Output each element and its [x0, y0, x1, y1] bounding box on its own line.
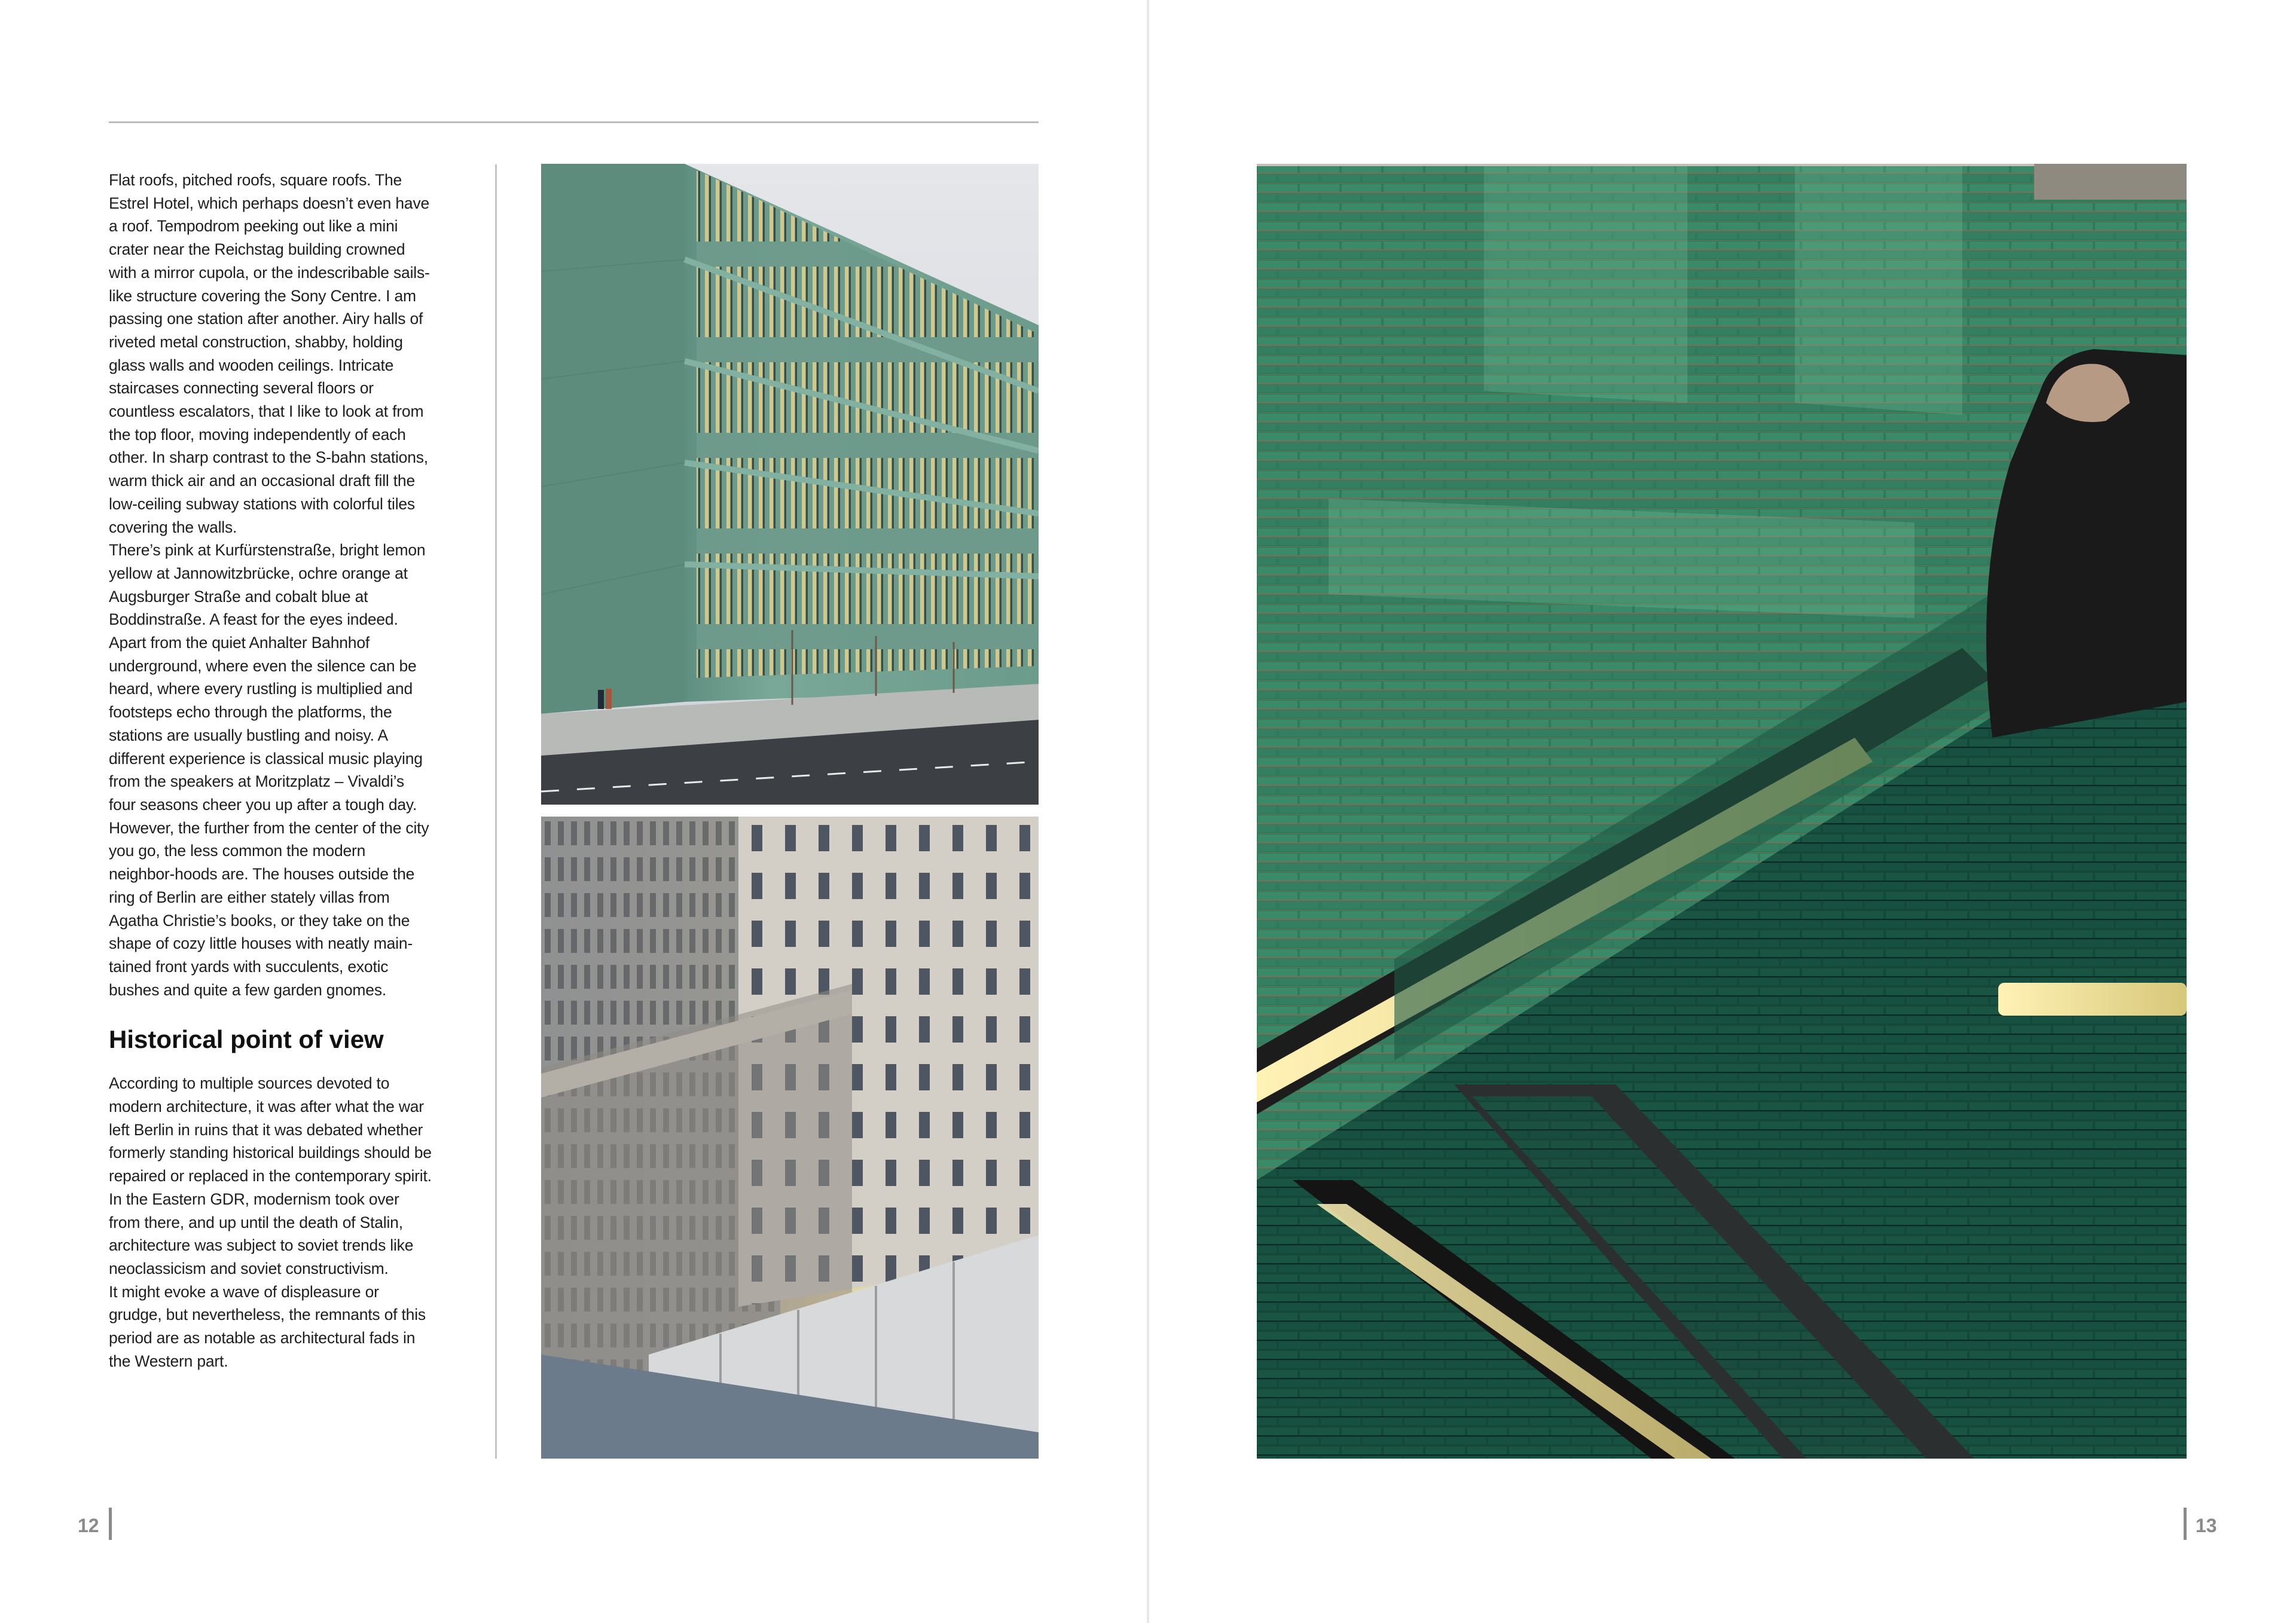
left-page: [0, 0, 1147, 1623]
page-number-bar: [109, 1508, 112, 1540]
article-text-column: [109, 169, 432, 1373]
photo-subway-stairs: [1257, 164, 2187, 1459]
page-number-bar: [2184, 1508, 2187, 1540]
page-number-left: 12: [78, 1515, 99, 1536]
article-paragraph: According to multiple sources devoted to modern architecture, it was after what the war left Berlin in ruins that it was debated whether formerly standing historical buildings should be repaired or replaced in the contemporary spirit. In the Eastern GDR, modernism took over from there, and up until the death of Stalin, architecture was subject to soviet trends like neoclassicism and soviet constructivism.: [109, 1074, 432, 1277]
article-paragraph: There’s pink at Kurfürstenstraße, bright lemon yellow at Jannowitzbrücke, ochre orange at Augsburger Straße and cobalt blue at Boddinstraße. A feast for the eyes indeed. Apart from the quiet Anhalter Bahnhof underground, where even the silence can be heard, where every rustling is multiplied and footsteps echo through the platforms, the stations are usually bustling and noisy. A different experience is classical music playing from the speakers at Moritzplatz – Vivaldi’s four seasons cheer you up after a tough day. However, the further from the center of the city you go, the less common the modern neighbor-hoods are. The houses outside the ring of Berlin are either stately villas from Agatha Christie’s books, or they take on the shape of cozy little houses with neatly main-tained front yards with succulents, exotic bushes and quite a few garden gnomes.: [109, 541, 429, 999]
photo-concrete-building: [541, 817, 1039, 1459]
photo-green-office-building: [541, 164, 1039, 805]
header-rule: [109, 121, 1039, 123]
right-page: [1149, 0, 2296, 1623]
page-number-right: 13: [2196, 1515, 2217, 1536]
section-heading: Historical point of view: [109, 1025, 384, 1054]
column-divider: [495, 164, 497, 1459]
article-paragraph: It might evoke a wave of displeasure or grudge, but nevertheless, the remnants of this period are as notable as architectural fads in the Western part.: [109, 1282, 426, 1370]
article-paragraph: Flat roofs, pitched roofs, square roofs. The Estrel Hotel, which perhaps doesn’t even have a roof. Tempodrom peeking out like a mini crater near the Reichstag building crowned with a mirror cupola, or the indescribable sails-like structure covering the Sony Centre. I am passing one station after another. Airy halls of riveted metal construction, shabby, holding glass walls and wooden ceilings. Intricate staircases connecting several floors or countless escalators, that I like to look at from the top floor, moving independently of each other. In sharp contrast to the S-bahn stations, warm thick air and an occasional draft fill the low-ceiling subway stations with colorful tiles covering the walls.: [109, 171, 430, 536]
